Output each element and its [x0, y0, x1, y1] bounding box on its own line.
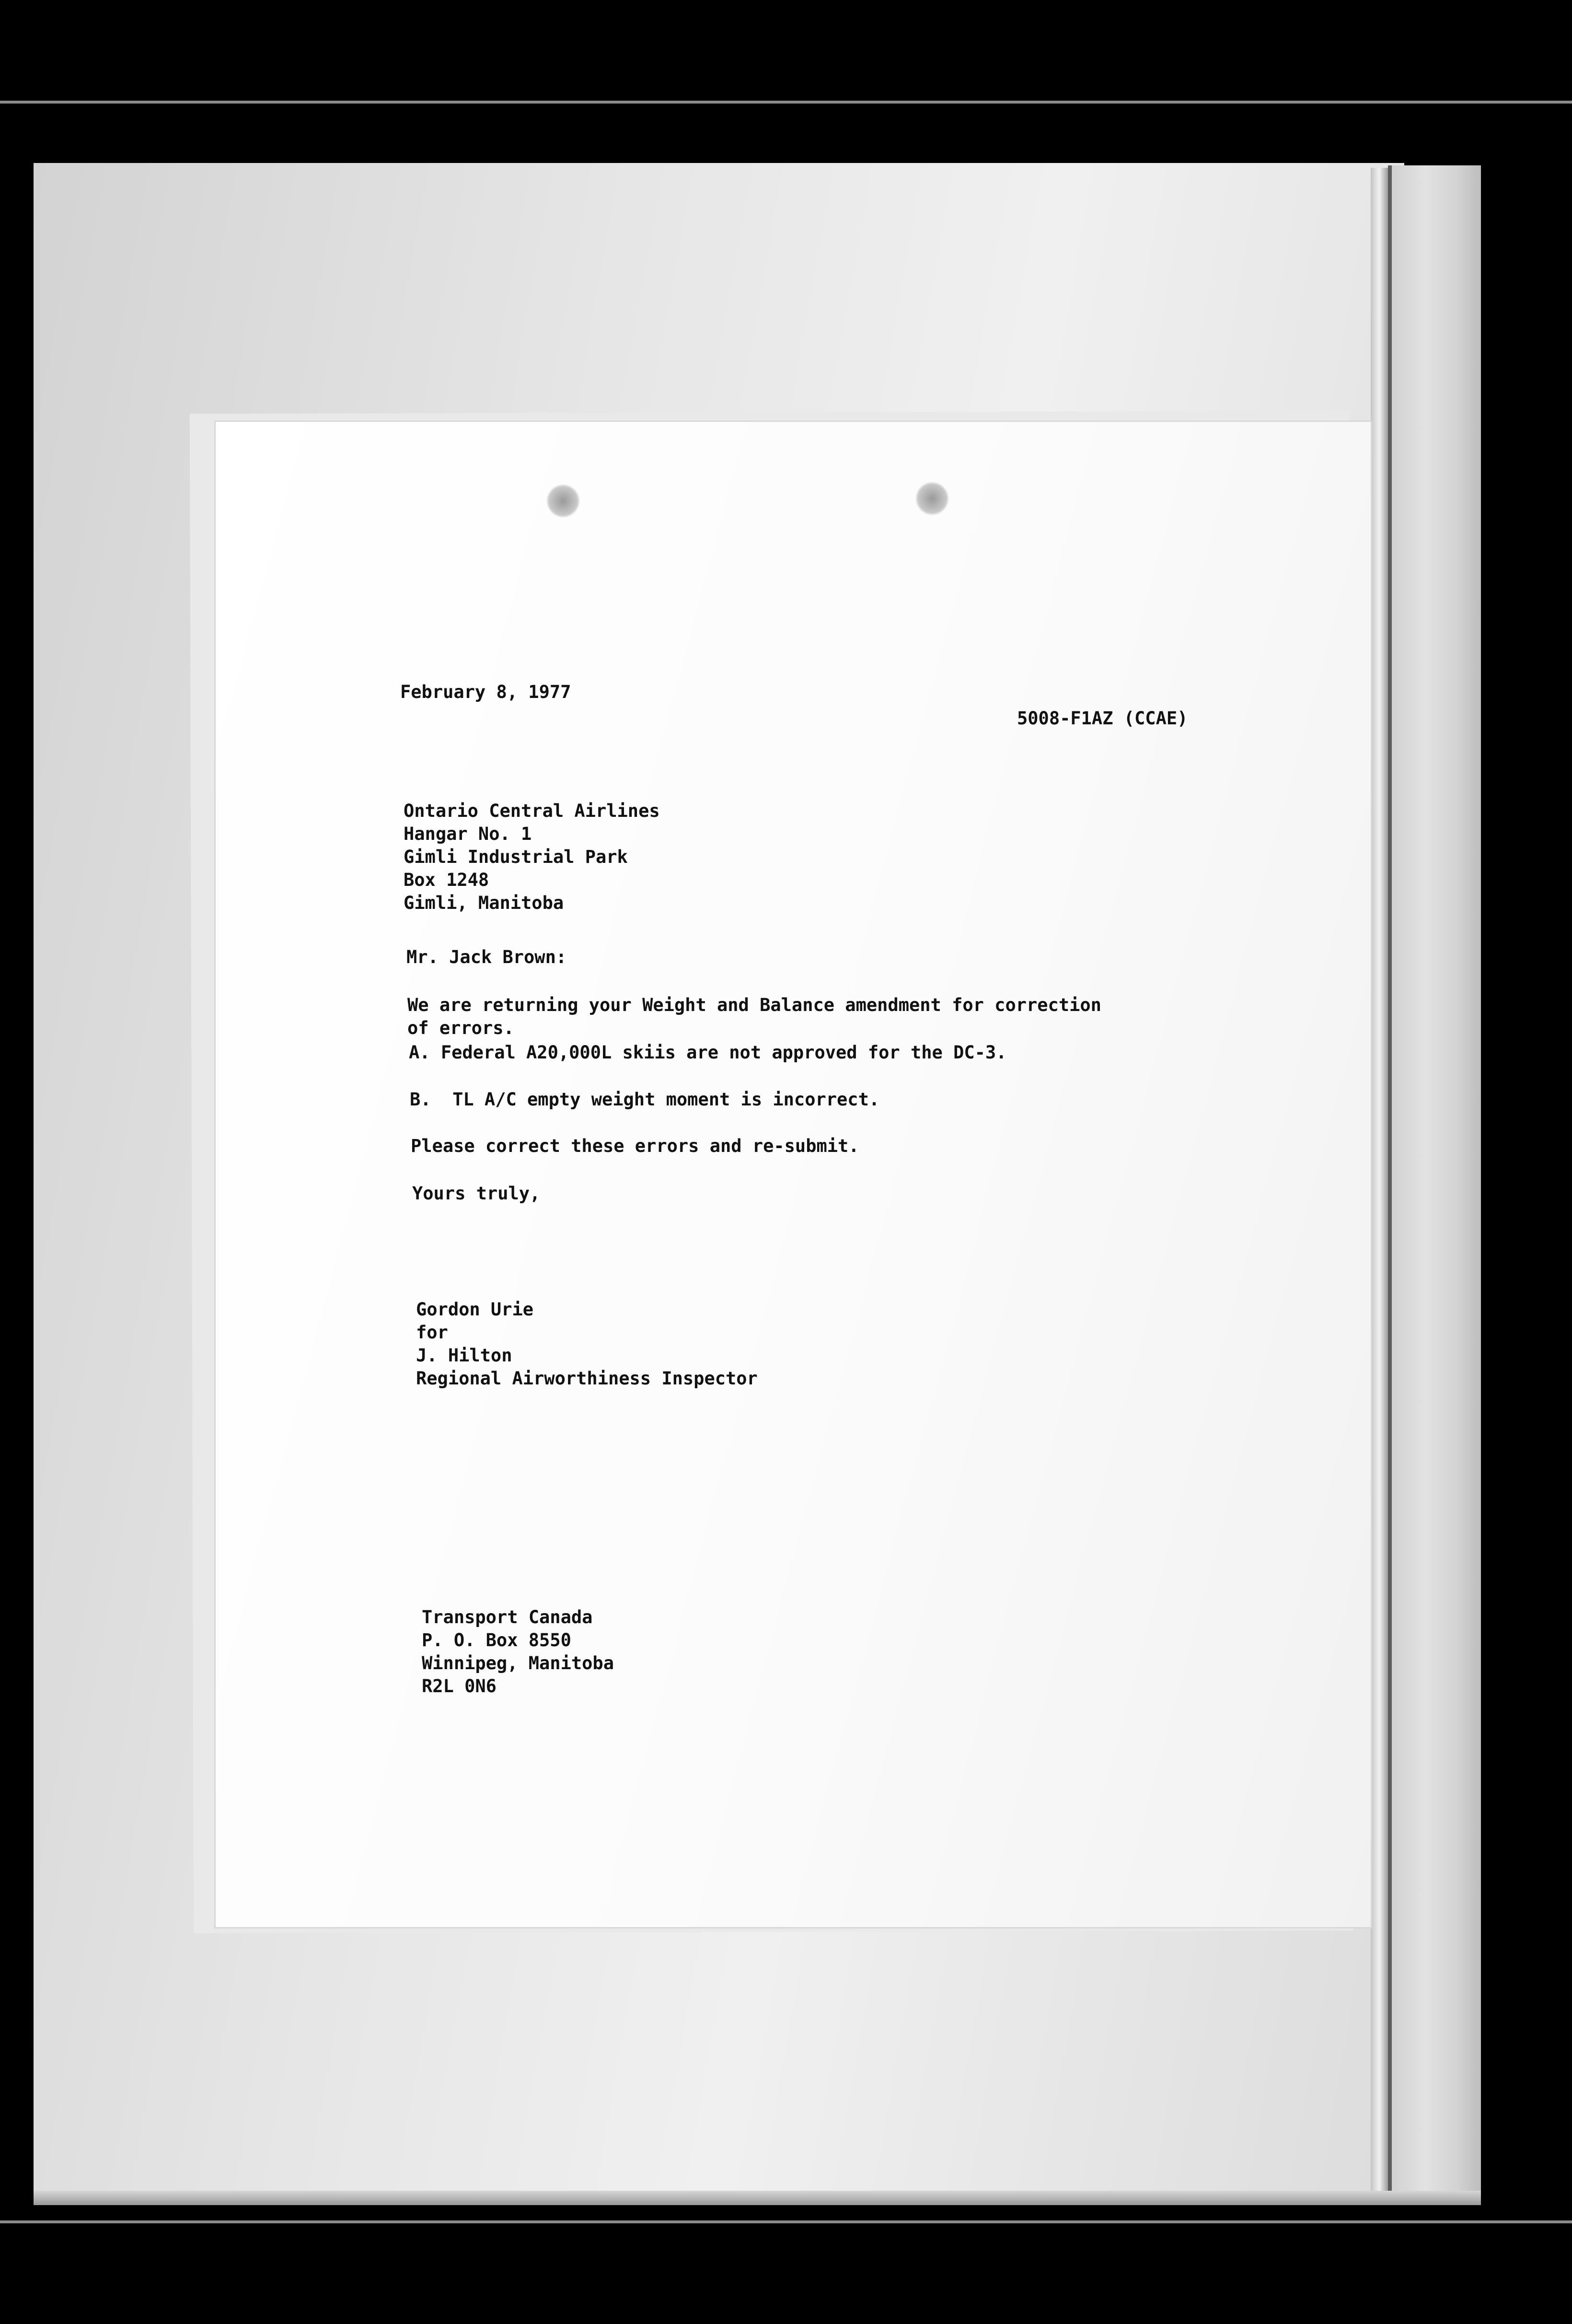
- signature-line: for: [416, 1322, 448, 1343]
- letter-date: February 8, 1977: [400, 682, 571, 702]
- folder-edge: [1388, 165, 1481, 2196]
- signature-line: Regional Airworthiness Inspector: [416, 1368, 758, 1389]
- sender-line: R2L 0N6: [422, 1676, 497, 1697]
- sender-line: P. O. Box 8550: [422, 1630, 571, 1650]
- recipient-line: Gimli, Manitoba: [404, 893, 564, 913]
- folder-edge-line: [1388, 165, 1392, 2196]
- letter-text: [216, 422, 1371, 1927]
- sender-line: Transport Canada: [422, 1607, 593, 1627]
- body-line: We are returning your Weight and Balance amendment for correction: [407, 995, 1101, 1015]
- film-bottom-rule: [0, 2220, 1572, 2223]
- closing: Yours truly,: [412, 1183, 541, 1204]
- signature-line: J. Hilton: [416, 1345, 512, 1366]
- body-line: of errors.: [407, 1018, 514, 1038]
- recipient-line: Gimli Industrial Park: [404, 847, 628, 867]
- signature-line: Gordon Urie: [416, 1299, 534, 1320]
- file-reference: 5008-F1AZ (CCAE): [1017, 708, 1188, 729]
- item-a: A. Federal A20,000L skiis are not approved for the DC-3.: [409, 1042, 1007, 1063]
- request-line: Please correct these errors and re-submit.: [411, 1136, 859, 1156]
- sender-address: [422, 1606, 614, 1698]
- body-paragraph: [407, 994, 1101, 1040]
- recipient-address: [404, 800, 660, 915]
- film-top-rule: [0, 101, 1572, 104]
- recipient-line: Ontario Central Airlines: [404, 801, 660, 821]
- folder-bottom-edge: [34, 2191, 1481, 2205]
- recipient-line: Hangar No. 1: [404, 824, 532, 844]
- signature-block: [416, 1298, 758, 1390]
- salutation: Mr. Jack Brown:: [406, 947, 567, 967]
- item-b: B. TL A/C empty weight moment is incorrect.: [410, 1089, 880, 1110]
- letter-sheet: [216, 422, 1371, 1927]
- folder-fold: [1371, 168, 1388, 2200]
- recipient-line: Box 1248: [404, 870, 489, 890]
- sender-line: Winnipeg, Manitoba: [422, 1653, 614, 1673]
